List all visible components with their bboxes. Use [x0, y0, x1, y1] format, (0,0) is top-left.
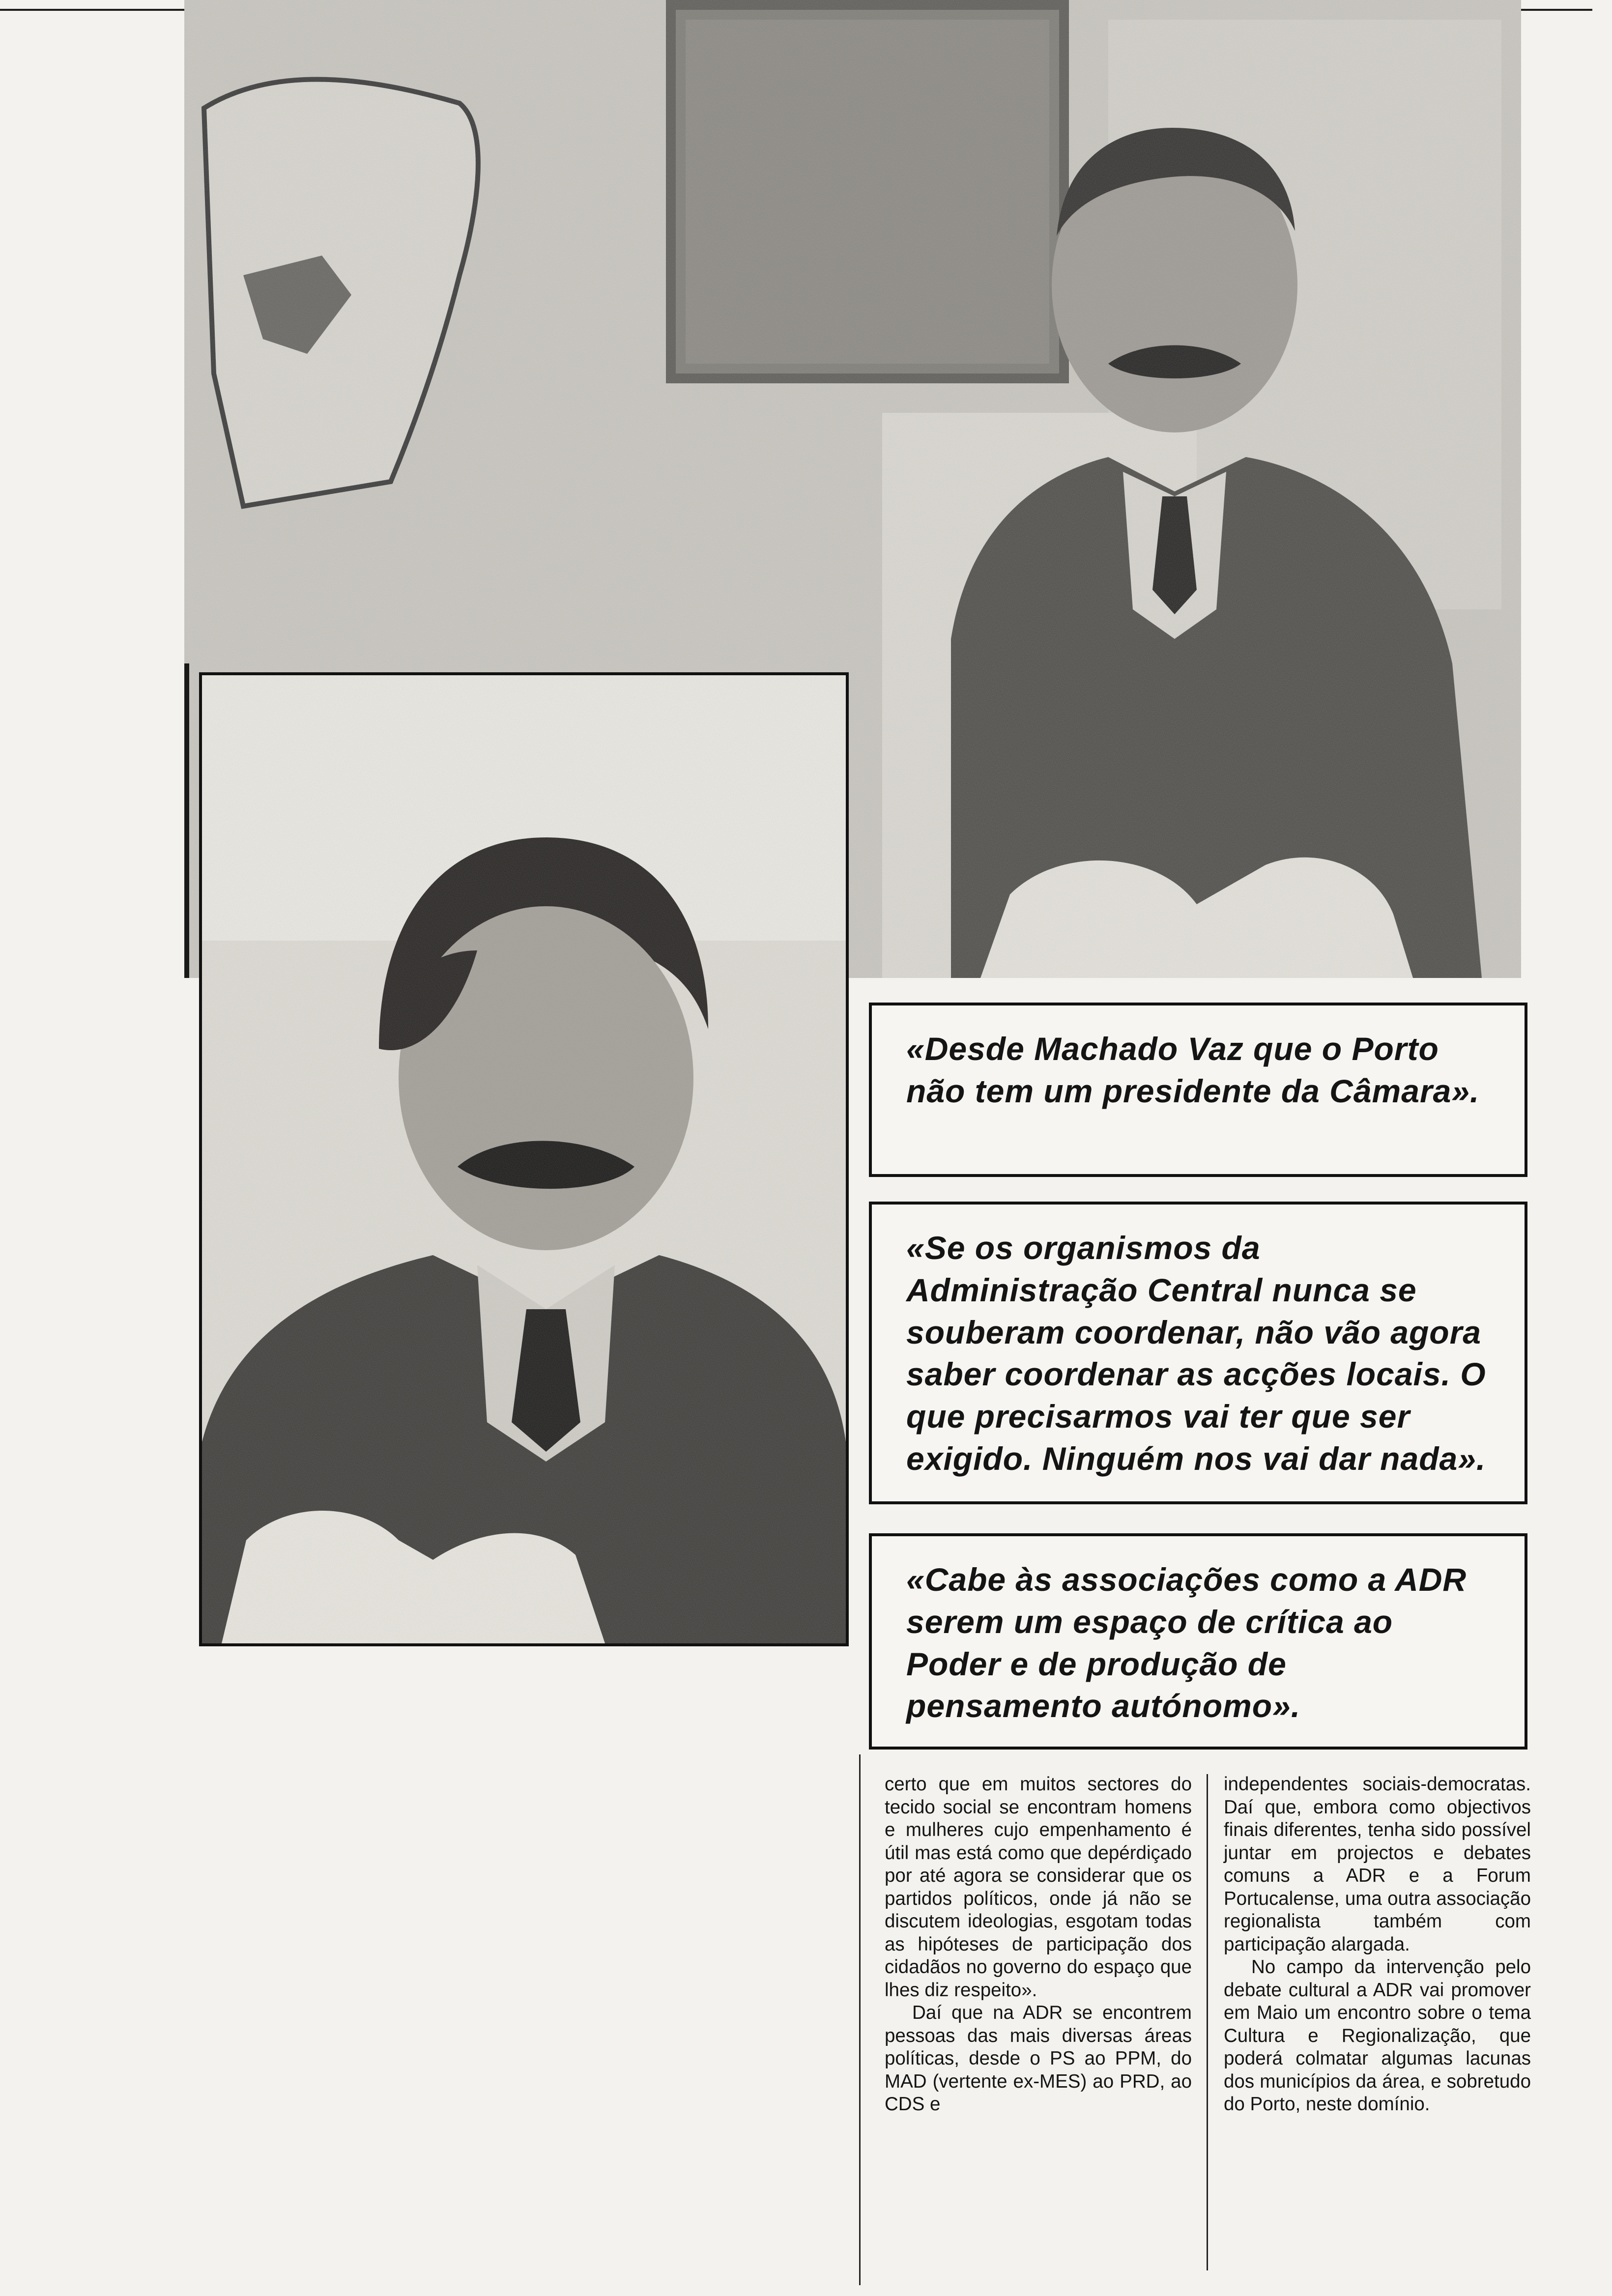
- column-rule: [1207, 1774, 1208, 2270]
- photo-man-portrait: [199, 672, 849, 1646]
- article-column-2: [1224, 1773, 1531, 2116]
- pull-quote-text: «Se os organismos da Administração Central nunca se souberam coordenar, não vão agora saber coordenar as acções locais. O que precisarmos vai ter que ser exigido. Ninguém nos vai dar nada».: [906, 1230, 1486, 1477]
- pull-quote-1: [869, 1003, 1527, 1177]
- pull-quote-text: «Desde Machado Vaz que o Porto não tem um presidente da Câmara».: [906, 1031, 1480, 1109]
- pull-quote-3: [869, 1533, 1527, 1750]
- article-paragraph: certo que em muitos sectores do tecido social se encontram homens e mulheres cujo empenhamento é útil mas está como que depérdiçado por até agora se considerar que os partidos políticos, onde já não se discutem ideologias, esgotam todas as hipóteses de participação dos cidadãos no governo do espaço que lhes diz respeito».: [885, 1774, 1192, 2001]
- article-paragraph: independentes sociais-democratas. Daí que, embora como objectivos finais diferentes, tenha sido possível juntar em projectos e debates comuns a ADR e a Forum Portucalense, uma outra associação regionalista também com participação alargada.: [1224, 1774, 1531, 1955]
- column-rule: [859, 1754, 861, 2285]
- pull-quote-2: [869, 1202, 1527, 1504]
- pull-quote-text: «Cabe às associações como a ADR serem um espaço de crítica ao Poder e de produção de pensamento autónomo».: [906, 1561, 1467, 1724]
- article-column-1: [885, 1773, 1192, 2116]
- article-paragraph: No campo da intervenção pelo debate cultural a ADR vai promover em Maio um encontro sobre o tema Cultura e Regionalização, que poderá colmatar algumas lacunas dos municípios da área, e sobretudo do Porto, neste domínio.: [1224, 1956, 1531, 2115]
- photo-edge: [184, 663, 189, 978]
- article-paragraph: Daí que na ADR se encontrem pessoas das mais diversas áreas políticas, desde o PS ao PPM, do MAD (vertente ex-MES) ao PRD, ao CDS e: [885, 2002, 1192, 2115]
